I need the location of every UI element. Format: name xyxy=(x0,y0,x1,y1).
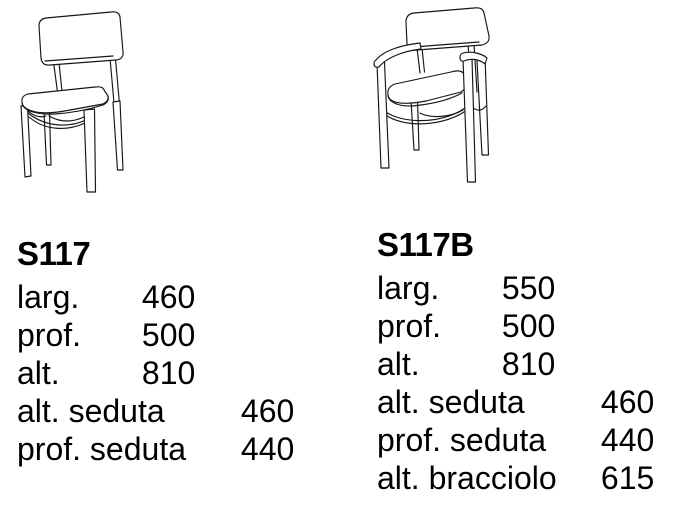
spec-label: prof. seduta xyxy=(377,422,546,458)
spec-label: larg. xyxy=(17,279,80,315)
spec-row-prof-seduta xyxy=(17,430,294,468)
spec-label: alt. xyxy=(377,346,420,382)
product-code: S117 xyxy=(17,235,91,272)
spec-label: alt. seduta xyxy=(17,393,165,429)
product-code: S117B xyxy=(377,226,474,263)
side-chair-illustration xyxy=(15,6,127,196)
spec-row-larg xyxy=(17,278,294,316)
spec-row-prof xyxy=(377,307,654,345)
spec-label: alt. xyxy=(17,355,60,391)
spec-value: 440 xyxy=(600,422,655,458)
spec-row-alt xyxy=(17,354,294,392)
spec-value: 615 xyxy=(600,460,655,496)
spec-value: 810 xyxy=(141,355,196,391)
spec-value: 440 xyxy=(240,431,295,467)
spec-value: 460 xyxy=(141,279,196,315)
spec-label: larg. xyxy=(377,270,440,306)
spec-row-alt-seduta xyxy=(377,383,654,421)
spec-label: alt. seduta xyxy=(377,384,525,420)
spec-value: 500 xyxy=(501,308,556,344)
spec-value: 550 xyxy=(501,270,556,306)
spec-row-alt xyxy=(377,345,654,383)
product-spec-s117b xyxy=(377,228,654,497)
spec-value: 460 xyxy=(240,393,295,429)
product-spec-s117 xyxy=(17,237,294,468)
spec-row-alt-bracciolo xyxy=(377,459,654,497)
spec-value: 810 xyxy=(501,346,556,382)
spec-label: prof. seduta xyxy=(17,431,186,467)
spec-row-prof-seduta xyxy=(377,421,654,459)
spec-row-alt-seduta xyxy=(17,392,294,430)
spec-label: prof. xyxy=(377,308,442,344)
spec-row-prof xyxy=(17,316,294,354)
spec-label: alt. bracciolo xyxy=(377,460,557,496)
spec-label: prof. xyxy=(17,317,82,353)
spec-value: 460 xyxy=(600,384,655,420)
spec-value: 500 xyxy=(141,317,196,353)
armchair-illustration xyxy=(371,6,499,186)
spec-row-larg xyxy=(377,269,654,307)
